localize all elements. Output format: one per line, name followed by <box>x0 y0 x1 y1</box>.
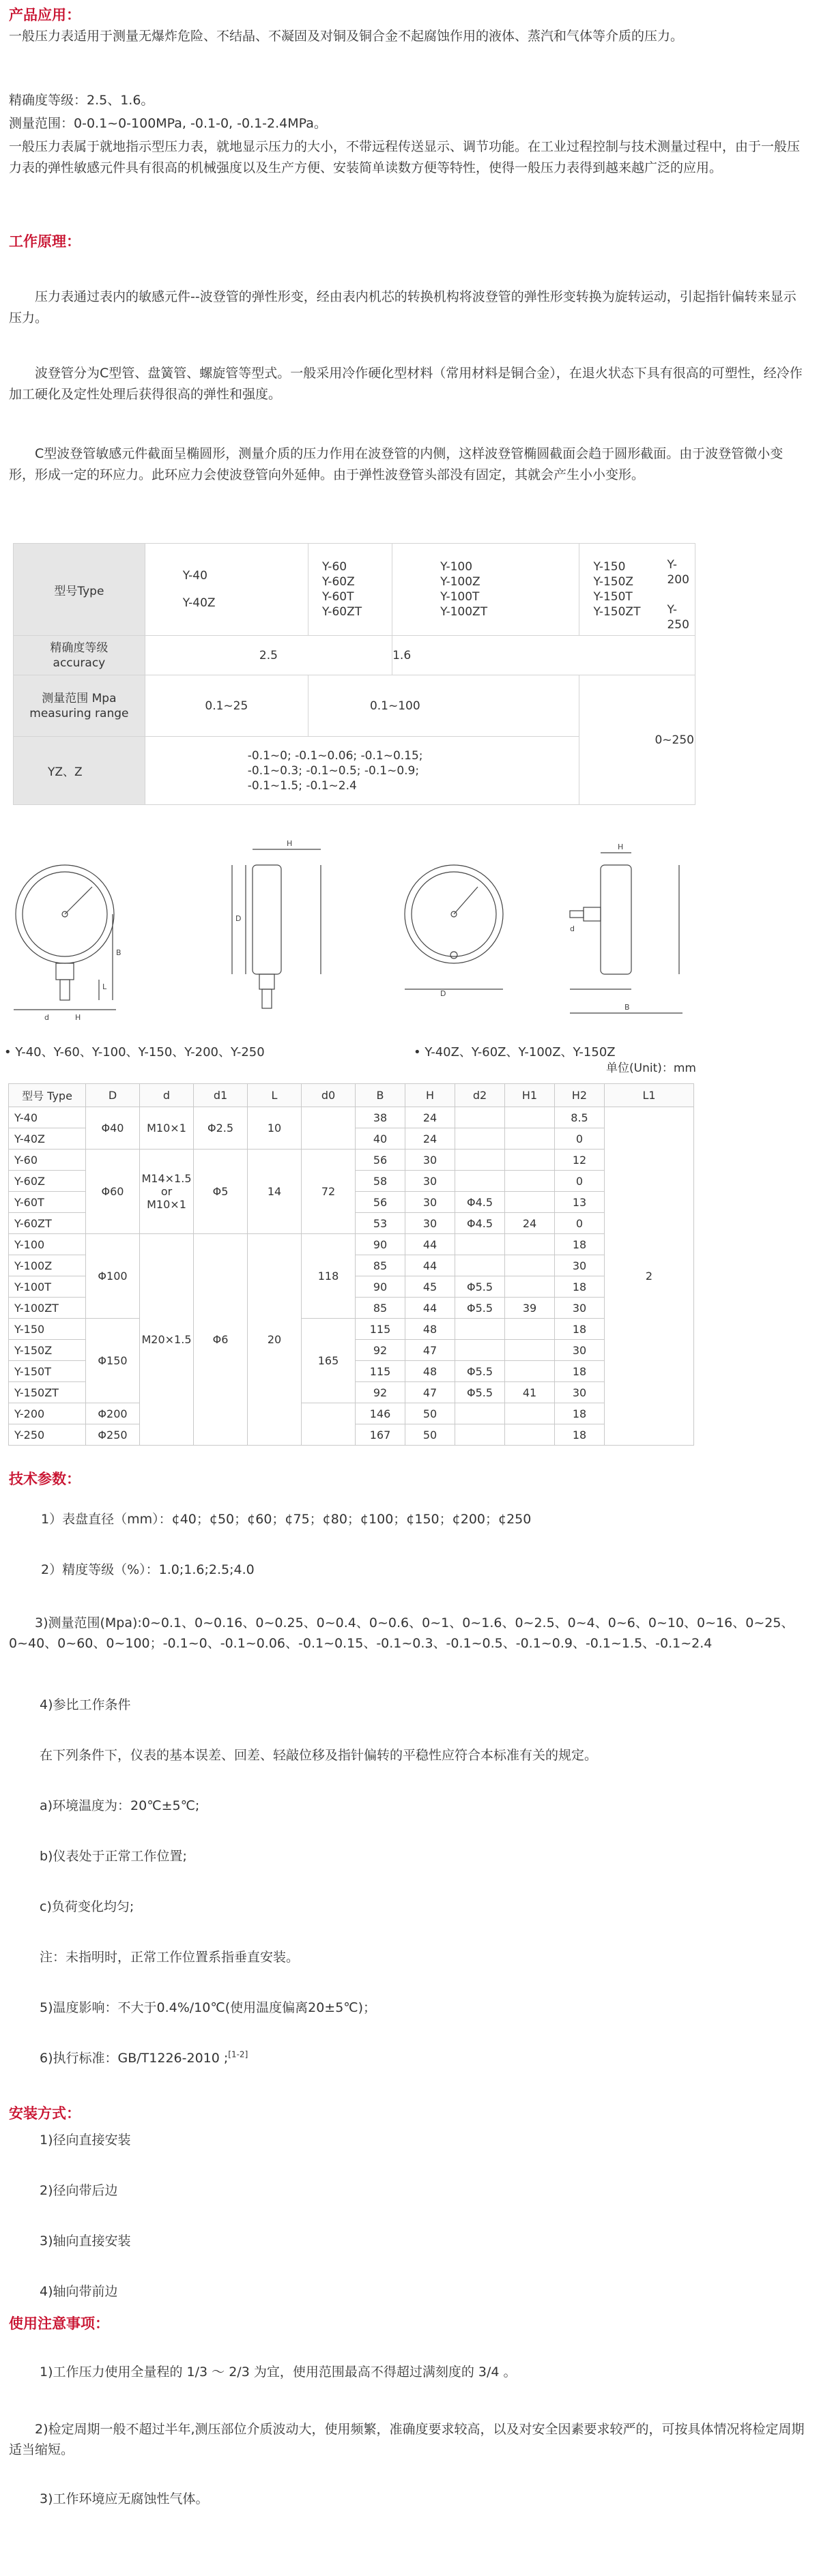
table-cell: Y-100Z <box>9 1255 86 1276</box>
table-cell <box>505 1424 555 1446</box>
table-cell: 44 <box>405 1255 455 1276</box>
svg-text:d: d <box>570 924 575 933</box>
table-cell: 115 <box>356 1361 405 1382</box>
table-cell: 118 <box>302 1234 356 1319</box>
table-cell: 39 <box>505 1298 555 1319</box>
table-cell: Y-40 <box>9 1107 86 1128</box>
table-cell: 40 <box>356 1128 405 1150</box>
table-cell: 47 <box>405 1340 455 1361</box>
table-cell: Y-60 <box>9 1150 86 1171</box>
table-cell: 165 <box>302 1319 356 1403</box>
tech-item: 2）精度等级（%）：1.0;1.6;2.5;4.0 <box>41 1562 255 1577</box>
right-series-label: • Y-40Z、Y-60Z、Y-100Z、Y-150Z <box>414 1045 616 1059</box>
tech-item: 3)测量范围(Mpa):0~0.1、0~0.16、0~0.25、0~0.4、0~0.6、0~1、0~1.6、0~2.5、0~4、0~6、0~10、0~16、0~25、0~40、0~60、0~100；-0.1~0、-0.1~0.06、-0.1~0.15、-0.1~0.3、-0.1~0.5、-0.1~0.9、-0.1~1.5、-0.1~2.4 <box>9 1615 794 1651</box>
gauge-drawings <box>0 785 819 1057</box>
table-cell: 90 <box>356 1276 405 1298</box>
tech-item: 注：未指明时，正常工作位置系指垂直安装。 <box>40 1950 300 1965</box>
table-cell: 45 <box>405 1276 455 1298</box>
table-cell: Φ150 <box>86 1319 140 1403</box>
table-cell: 8.5 <box>555 1107 605 1128</box>
table-cell: 48 <box>405 1361 455 1382</box>
table-cell: 18 <box>555 1234 605 1255</box>
table-cell <box>455 1150 505 1171</box>
table-cell: Φ40 <box>86 1107 140 1150</box>
table-cell: Y-200 <box>9 1403 86 1424</box>
table-cell <box>455 1234 505 1255</box>
principle-paragraph-2: 波登管分为C型管、盘簧管、螺旋管等型式。一般采用冷作硬化型材料（常用材料是铜合金），在退火状态下具有很高的可塑性，经冷作加工硬化及定性处理后获得很高的弹性和强度。 <box>9 366 803 402</box>
table-cell: Y-60Z <box>9 1171 86 1192</box>
table-cell <box>505 1403 555 1424</box>
range-value: 0.1~25 <box>145 675 308 737</box>
table-cell: 56 <box>356 1192 405 1213</box>
table-row <box>9 1150 694 1171</box>
axial-gauge-side-drawing <box>570 853 682 1013</box>
principle-paragraph-1: 压力表通过表内的敏感元件--波登管的弹性形变，经由表内机芯的转换机构将波登管的弹性形变转换为旋转运动，引起指针偏转来显示压力。 <box>9 289 796 325</box>
table-cell: 30 <box>405 1192 455 1213</box>
table-cell: Y-60T <box>9 1192 86 1213</box>
table-cell: 41 <box>505 1382 555 1403</box>
note-item: 1)工作压力使用全量程的 1/3 ～ 2/3 为宜，使用范围最高不得超过满刻度的 3/4 。 <box>40 2365 517 2380</box>
model-cell: Y-40 Y-40Z <box>145 544 308 636</box>
tech-item: 5)温度影响：不大于0.4%/10℃(使用温度偏离20±5℃)； <box>40 2000 377 2015</box>
range-text: 测量范围：0-0.1~0-100MPa, -0.1-0, -0.1-2.4MPa。 <box>9 116 327 131</box>
table-cell: 92 <box>356 1382 405 1403</box>
table-cell: Φ200 <box>86 1403 140 1424</box>
application-paragraph: 一般压力表适用于测量无爆炸危险、不结晶、不凝固及对铜及铜合金不起腐蚀作用的液体、蒸汽和气体等介质的压力。 <box>9 29 684 44</box>
table-cell <box>505 1340 555 1361</box>
svg-text:H: H <box>287 839 293 848</box>
model-cell: Y-60 Y-60Z Y-60T Y-60ZT <box>308 544 392 636</box>
axial-gauge-front-drawing <box>405 865 503 989</box>
table-cell <box>455 1340 505 1361</box>
model-text: Y-200 Y-250 <box>667 558 689 632</box>
table-cell <box>505 1192 555 1213</box>
section-title-application: 产品应用： <box>9 7 81 23</box>
section-title-install: 安装方式： <box>9 2105 81 2122</box>
section-title-tech: 技术参数： <box>9 1471 81 1487</box>
table-cell: 0 <box>555 1171 605 1192</box>
col-header: L1 <box>605 1084 694 1107</box>
svg-text:L: L <box>102 982 107 991</box>
yz-value: -0.1~0; -0.1~0.06; -0.1~0.15; -0.1~0.3; -0.1~0.5; -0.1~0.9; -0.1~1.5; -0.1~2.4 <box>145 737 579 805</box>
range-value: 0~250 <box>579 675 695 805</box>
table-cell: 12 <box>555 1150 605 1171</box>
table-cell <box>505 1319 555 1340</box>
table-cell: 50 <box>405 1424 455 1446</box>
table-cell <box>302 1403 356 1446</box>
install-item: 1)径向直接安装 <box>40 2133 131 2148</box>
table-cell: M10×1 <box>140 1107 194 1150</box>
table-cell: Φ6 <box>194 1234 248 1446</box>
svg-text:d: d <box>44 1013 49 1022</box>
table-cell: 85 <box>356 1255 405 1276</box>
table-row <box>9 1107 694 1128</box>
table-cell <box>505 1276 555 1298</box>
table-cell: 30 <box>405 1171 455 1192</box>
tech-reference[interactable]: [1-2] <box>228 2049 248 2060</box>
table-cell <box>505 1107 555 1128</box>
table-cell: Φ2.5 <box>194 1107 248 1150</box>
svg-text:B: B <box>116 948 121 957</box>
table-cell: 30 <box>405 1150 455 1171</box>
tech-item: b)仪表处于正常工作位置; <box>40 1849 187 1864</box>
table-cell <box>455 1255 505 1276</box>
table-cell <box>505 1234 555 1255</box>
table-cell: 38 <box>356 1107 405 1128</box>
dimension-table <box>8 1083 694 1446</box>
section-title-principle: 工作原理： <box>9 233 81 250</box>
unit-label: 单位(Unit)：mm <box>606 1062 696 1075</box>
table-cell: 44 <box>405 1298 455 1319</box>
table-row <box>9 1403 694 1424</box>
table-cell <box>455 1128 505 1150</box>
table-cell: 53 <box>356 1213 405 1234</box>
range-value: 0.1~100 <box>308 675 579 737</box>
col-header: d1 <box>194 1084 248 1107</box>
table-cell: 56 <box>356 1150 405 1171</box>
install-item: 4)轴向带前边 <box>40 2284 118 2299</box>
col-header: d2 <box>455 1084 505 1107</box>
left-series-label: • Y-40、Y-60、Y-100、Y-150、Y-200、Y-250 <box>4 1045 265 1059</box>
spec-table <box>13 543 695 805</box>
table-row <box>9 1319 694 1340</box>
table-cell <box>455 1319 505 1340</box>
table-cell: 13 <box>555 1192 605 1213</box>
tech-item: a)环境温度为：20℃±5℃; <box>40 1798 200 1813</box>
radial-gauge-side-drawing <box>232 849 321 1008</box>
table-cell <box>455 1171 505 1192</box>
install-item: 3)轴向直接安装 <box>40 2234 131 2249</box>
col-header: L <box>248 1084 302 1107</box>
table-cell <box>505 1150 555 1171</box>
model-text: Y-150 Y-150Z Y-150T Y-150ZT <box>593 560 641 619</box>
table-cell: 30 <box>555 1255 605 1276</box>
table-row <box>9 1234 694 1255</box>
svg-text:B: B <box>624 1003 630 1012</box>
table-cell <box>505 1128 555 1150</box>
table-cell: 14 <box>248 1150 302 1234</box>
table-cell: Y-250 <box>9 1424 86 1446</box>
application-paragraph-2: 一般压力表属于就地指示型压力表，就地显示压力的大小，不带远程传送显示、调节功能。在工业过程控制与技术测量过程中，由于一般压力表的弹性敏感元件具有很高的机械强度以及生产方便、安装简单读数方便等特性，使得一般压力表得到越来越广泛的应用。 <box>9 139 801 175</box>
tech-item: 4)参比工作条件 <box>40 1697 131 1712</box>
table-cell: 47 <box>405 1382 455 1403</box>
table-cell: 18 <box>555 1361 605 1382</box>
table-cell: 30 <box>555 1382 605 1403</box>
table-cell: 30 <box>555 1298 605 1319</box>
radial-gauge-front-drawing <box>14 865 116 1010</box>
table-cell: 18 <box>555 1319 605 1340</box>
col-header: d <box>140 1084 194 1107</box>
table-cell: 90 <box>356 1234 405 1255</box>
col-header: H2 <box>555 1084 605 1107</box>
table-cell: Y-150T <box>9 1361 86 1382</box>
table-cell: 30 <box>405 1213 455 1234</box>
table-cell: Φ4.5 <box>455 1213 505 1234</box>
table-cell: 72 <box>302 1150 356 1234</box>
accuracy-label: 精确度等级 accuracy <box>14 636 145 675</box>
table-cell: 92 <box>356 1340 405 1361</box>
tech-item: c)负荷变化均匀; <box>40 1899 134 1914</box>
table-cell: 0 <box>555 1128 605 1150</box>
table-cell: M20×1.5 <box>140 1234 194 1446</box>
col-header: H <box>405 1084 455 1107</box>
table-cell: Y-150ZT <box>9 1382 86 1403</box>
tech-item <box>40 2048 248 2066</box>
table-cell: Y-40Z <box>9 1128 86 1150</box>
table-cell: Φ60 <box>86 1150 140 1234</box>
table-cell <box>505 1361 555 1382</box>
table-cell: Φ100 <box>86 1234 140 1319</box>
table-cell: Φ5 <box>194 1150 248 1234</box>
table-cell: 10 <box>248 1107 302 1150</box>
svg-text:D: D <box>440 989 446 998</box>
table-cell <box>455 1403 505 1424</box>
table-cell: 44 <box>405 1234 455 1255</box>
table-cell: 18 <box>555 1403 605 1424</box>
tech-item: 在下列条件下，仪表的基本误差、回差、轻敲位移及指针偏转的平稳性应符合本标准有关的规定。 <box>40 1748 598 1763</box>
table-cell: 24 <box>405 1128 455 1150</box>
table-cell: 146 <box>356 1403 405 1424</box>
table-cell: 85 <box>356 1298 405 1319</box>
table-cell: 20 <box>248 1234 302 1446</box>
model-cell <box>579 544 695 636</box>
table-cell: Φ5.5 <box>455 1361 505 1382</box>
svg-text:H: H <box>75 1013 81 1022</box>
svg-text:H: H <box>618 843 624 851</box>
table-cell: 24 <box>505 1213 555 1234</box>
table-cell: Y-100ZT <box>9 1298 86 1319</box>
table-cell <box>505 1255 555 1276</box>
table-cell <box>505 1171 555 1192</box>
table-cell: 115 <box>356 1319 405 1340</box>
table-cell: 18 <box>555 1424 605 1446</box>
note-item: 3)工作环境应无腐蚀性气体。 <box>40 2491 209 2506</box>
accuracy-value: 1.6 <box>392 636 695 675</box>
col-header: H1 <box>505 1084 555 1107</box>
table-cell: Φ5.5 <box>455 1382 505 1403</box>
tech-standard: 6)执行标准：GB/T1226-2010 ; <box>40 2051 229 2066</box>
table-cell: Y-60ZT <box>9 1213 86 1234</box>
col-header: d0 <box>302 1084 356 1107</box>
table-cell: 167 <box>356 1424 405 1446</box>
model-cell: Y-100 Y-100Z Y-100T Y-100ZT <box>392 544 579 636</box>
table-cell: 48 <box>405 1319 455 1340</box>
table-cell: Y-150 <box>9 1319 86 1340</box>
tech-item: 1）表盘直径（mm）：¢40；¢50；¢60；¢75；¢80；¢100；¢150；¢200；¢250 <box>41 1512 532 1527</box>
svg-text:D: D <box>235 914 242 923</box>
table-cell: Φ5.5 <box>455 1298 505 1319</box>
table-cell: 58 <box>356 1171 405 1192</box>
table-cell <box>455 1107 505 1128</box>
range-label: 测量范围 Mpa measuring range <box>14 675 145 737</box>
accuracy-text: 精确度等级：2.5、1.6。 <box>9 93 154 108</box>
yz-label: YZ、Z <box>14 737 145 805</box>
table-cell: 2 <box>605 1107 694 1446</box>
table-cell <box>302 1107 356 1150</box>
accuracy-value: 2.5 <box>145 636 392 675</box>
col-header: B <box>356 1084 405 1107</box>
table-cell <box>455 1424 505 1446</box>
table-cell: M14×1.5 or M10×1 <box>140 1150 194 1234</box>
type-label: 型号Type <box>14 544 145 636</box>
table-cell: Y-150Z <box>9 1340 86 1361</box>
table-cell: Φ5.5 <box>455 1276 505 1298</box>
table-cell: 24 <box>405 1107 455 1128</box>
table-cell: Φ250 <box>86 1424 140 1446</box>
section-title-notes: 使用注意事项： <box>9 2315 109 2332</box>
table-cell: 18 <box>555 1276 605 1298</box>
table-cell: Φ4.5 <box>455 1192 505 1213</box>
table-cell: 50 <box>405 1403 455 1424</box>
table-cell: Y-100T <box>9 1276 86 1298</box>
col-header: D <box>86 1084 140 1107</box>
install-item: 2)径向带后边 <box>40 2183 118 2198</box>
principle-paragraph-3: C型波登管敏感元件截面呈椭圆形，测量介质的压力作用在波登管的内侧，这样波登管椭圆截面会趋于圆形截面。由于波登管微小变形，形成一定的环应力。此环应力会使波登管向外延伸。由于弹性波登管头部没有固定，其就会产生小小变形。 <box>9 446 784 482</box>
table-cell: 0 <box>555 1213 605 1234</box>
table-cell: 30 <box>555 1340 605 1361</box>
table-cell: Y-100 <box>9 1234 86 1255</box>
note-item: 2)检定周期一般不超过半年,测压部位介质波动大，使用频繁，准确度要求较高，以及对安全因素要求较严的，可按具体情况将检定周期适当缩短。 <box>9 2422 805 2457</box>
col-header: 型号 Type <box>9 1084 86 1107</box>
